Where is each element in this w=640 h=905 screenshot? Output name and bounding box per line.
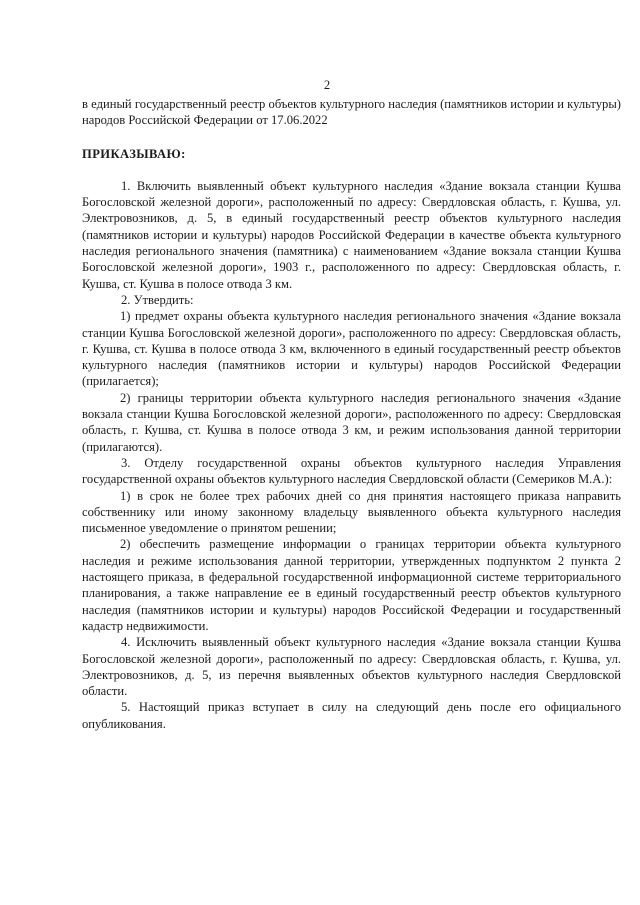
order-heading: ПРИКАЗЫВАЮ:	[82, 146, 186, 161]
item-2-approve: 2. Утвердить:	[121, 292, 194, 307]
item-2-1-protection-subject: 1) предмет охраны объекта культурного наследия регионального значения «Здание вокзала станции Кушва Богословской железной дороги», расположенного по адресу: Свердловская область, г. Кушва, ст. Кушва в полосе отвода 3 км, включенного в единый государственный реестр объектов культурного наследия (памятников истории и культуры) народов Российской Федерации (прилагается);	[82, 309, 621, 389]
item-3-1-notify-owner: 1) в срок не более трех рабочих дней со дня принятия настоящего приказа направить собственнику или иному законному владельцу выявленного объекта культурного наследия письменное уведомление о принятом решении;	[82, 488, 621, 536]
item-3-department-instruction: 3. Отделу государственной охраны объектов культурного наследия Управления государственной охраны объектов культурного наследия Свердловской области (Семериков М.А.):	[82, 455, 621, 487]
item-4-exclude-from-list: 4. Исключить выявленный объект культурного наследия «Здание вокзала станции Кушва Богословской железной дороги», расположенный по адресу: Свердловская область, г. Кушва, ул. Электровозников, д. 5, из перечня выявленных объектов культурного наследия Свердловской области.	[82, 635, 621, 699]
item-3-2-publish-information: 2) обеспечить размещение информации о границах территории объекта культурного наследия и режиме использования данной территории, утвержденных подпунктом 2 пункта 2 настоящего приказа, в федеральной государственной информационной системе территориального планирования, а также направление ее в единый государственный реестр объектов культурного наследия (памятников истории и культуры) народов Российской Федерации и государственный кадастр недвижимости.	[82, 537, 621, 633]
item-2-2-territory-boundaries: 2) границы территории объекта культурного наследия регионального значения «Здание вокзала станции Кушва Богословской железной дороги», расположенного по адресу: Свердловская область, г. Кушва, ст. Кушва в полосе отвода 3 км, и режим использования данной территории (прилагаются).	[82, 390, 621, 454]
item-5-effective-date: 5. Настоящий приказ вступает в силу на следующий день после его официального опубликования.	[82, 700, 621, 731]
intro-paragraph: в единый государственный реестр объектов культурного наследия (памятников истории и культуры) народов Российской Федерации от 17.06.2022	[82, 97, 621, 128]
page-number: 2	[323, 78, 331, 92]
document-body	[82, 96, 621, 732]
item-1-include-in-registry: 1. Включить выявленный объект культурного наследия «Здание вокзала станции Кушва Богословской железной дороги», расположенный по адресу: Свердловская область, г. Кушва, ул. Электровозников, д. 5, в единый государственный реестр объектов культурного наследия (памятников истории и культуры) народов Российской Федерации в качестве объекта культурного наследия регионального значения (памятника) с наименованием «Здание вокзала станции Кушва Богословской железной дороги», 1903 г., расположенного по адресу: Свердловская область, г. Кушва, ст. Кушва в полосе отвода 3 км.	[82, 178, 621, 291]
